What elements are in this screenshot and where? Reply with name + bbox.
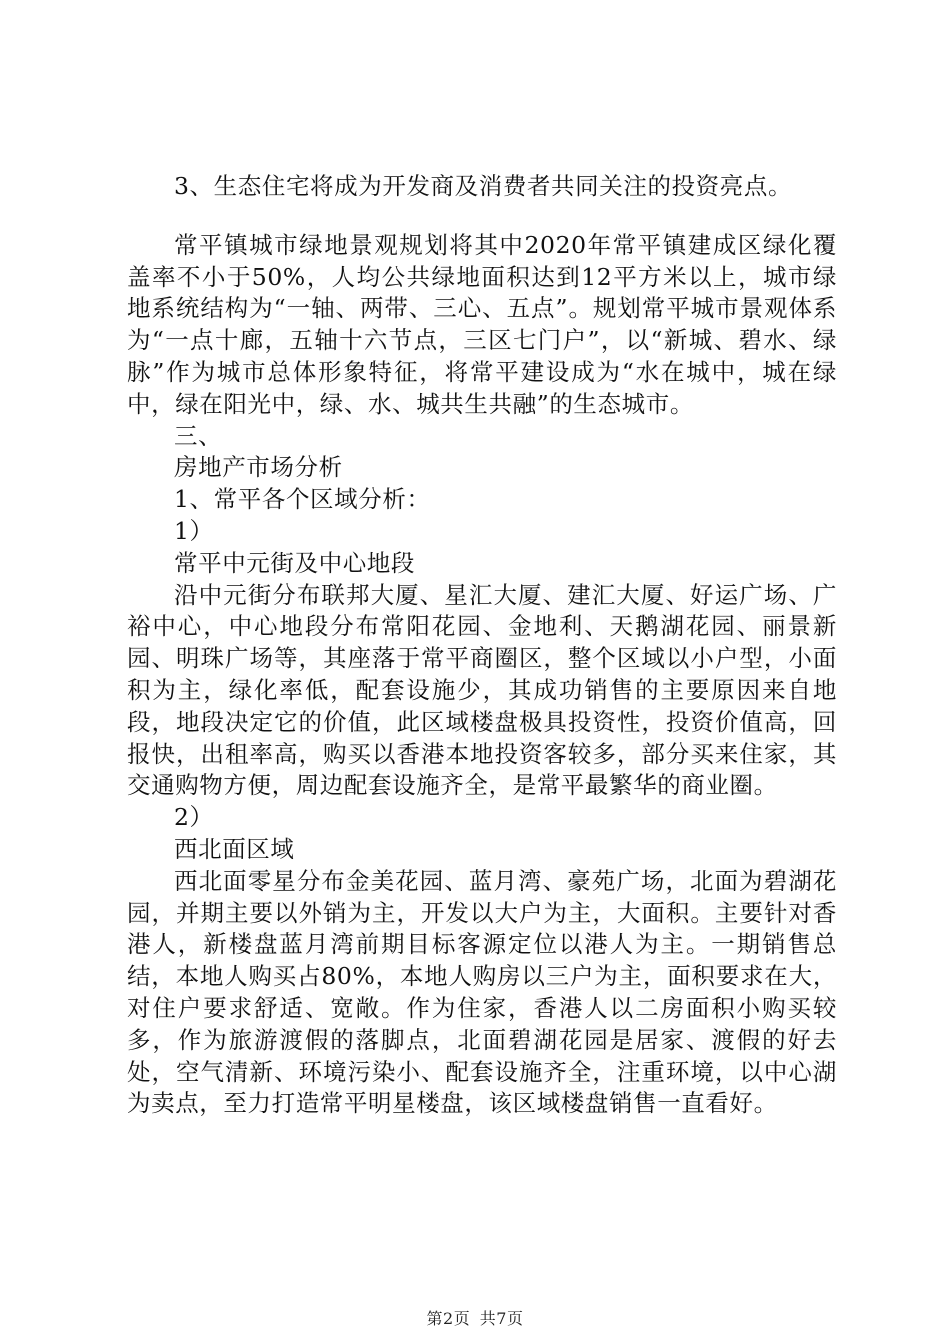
- paragraph-green-planning: 常平镇城市绿地景观规划将其中2020年常平镇建成区绿化覆盖率不小于50%，人均公共绿地面积达到12平方米以上，城市绿地系统结构为“一轴、两带、三心、五点”。规划常平城市景观体系为“一点十廊，五轴十六节点，三区七门户”，以“新城、碧水、绿脉”作为城市总体形象特征，将常平建设成为“水在城中，城在绿中，绿在阳光中，绿、水、城共生共融”的生态城市。: [127, 230, 837, 418]
- subsection-title: 1、常平各个区域分析：: [174, 485, 431, 514]
- item-number-2: 2）: [174, 803, 214, 832]
- paragraph-gap: [127, 203, 837, 230]
- paragraph-point-3: 3、生态住宅将成为开发商及消费者共同关注的投资亮点。: [174, 172, 793, 200]
- item-title-1: 常平中元街及中心地段: [174, 548, 415, 577]
- section-title: 房地产市场分析: [174, 453, 343, 482]
- item-title-2: 西北面区域: [174, 834, 295, 863]
- item-number-1: 1）: [174, 516, 214, 545]
- section-number: 三、: [174, 421, 223, 450]
- paragraph-northwest-area: 西北面零星分布金美花园、蓝月湾、豪苑广场，北面为碧湖花园，并期主要以外销为主，开发以大户为主，大面积。主要针对香港人，新楼盘蓝月湾前期目标客源定位以港人为主。一期销售总结，本地人购买占80%，本地人购房以三户为主，面积要求在大，对住户要求舒适、宽敞。作为住家，香港人以二房面积小购买较多，作为旅游渡假的落脚点，北面碧湖花园是居家、渡假的好去处，空气清新、环境污染小、配套设施齐全，注重环境，以中心湖为卖点，至力打造常平明星楼盘，该区域楼盘销售一直看好。: [127, 866, 837, 1118]
- document-body: [127, 171, 837, 1120]
- page-number-current: 第2页: [426, 1309, 471, 1328]
- page-footer: [0, 1306, 950, 1329]
- paragraph-center-area: 沿中元街分布联邦大厦、星汇大厦、建汇大厦、好运广场、广裕中心，中心地段分布常阳花园、金地利、天鹅湖花园、丽景新园、明珠广场等，其座落于常平商圈区，整个区域以小户型，小面积为主，绿化率低，配套设施少，其成功销售的主要原因来自地段，地段决定它的价值，此区域楼盘极具投资性，投资价值高，回报快，出租率高，购买以香港本地投资客较多，部分买来住家，其交通购物方便，周边配套设施齐全，是常平最繁华的商业圈。: [127, 580, 837, 800]
- page-number-total: 共7页: [479, 1309, 524, 1328]
